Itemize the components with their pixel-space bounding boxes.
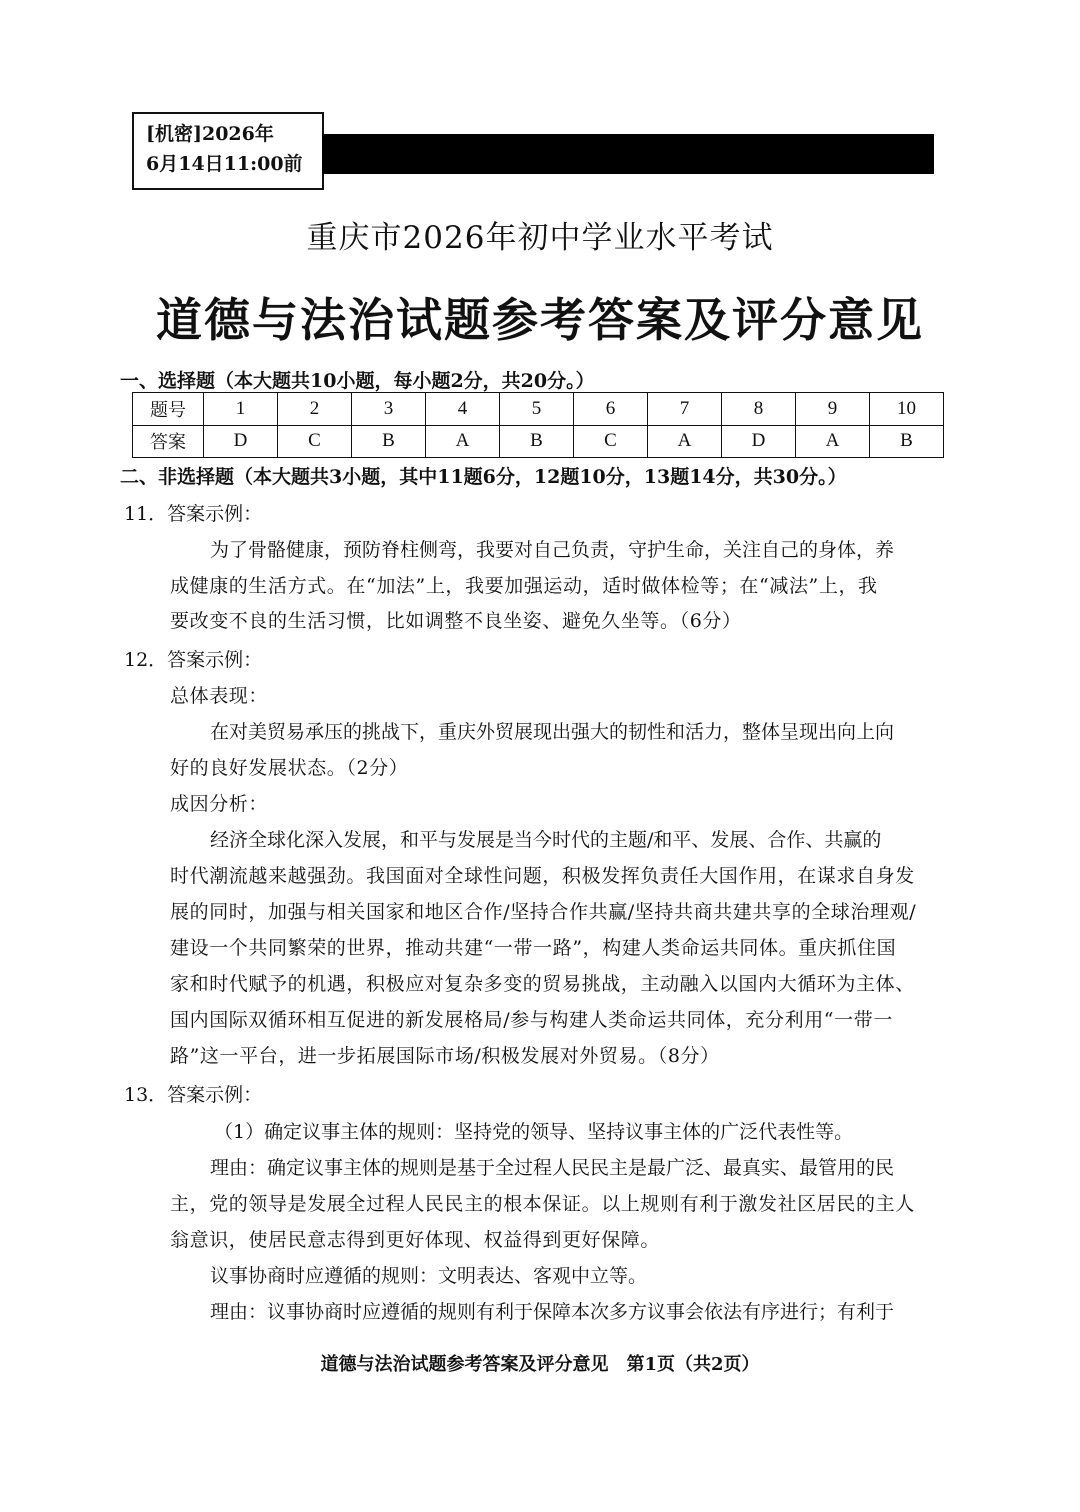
table-cell: 5 <box>500 393 574 426</box>
q13-reason1-line: 主，党的领导是发展全过程人民民主的根本保证。以上规则有利于激发社区居民的主人 <box>170 1193 915 1215</box>
q11-line: 为了骨骼健康，预防脊柱侧弯，我要对自己负责，守护生命，关注自己的身体，养 <box>210 539 895 561</box>
table-label-number: 题号 <box>133 393 204 426</box>
table-cell: 3 <box>352 393 426 426</box>
table-cell: 2 <box>278 393 352 426</box>
table-cell: D <box>722 425 796 458</box>
table-cell: 8 <box>722 393 796 426</box>
q12-cause-line: 展的同时，加强与相关国家和地区合作/坚持合作共赢/坚持共商共建共享的全球治理观/ <box>170 901 917 923</box>
q12-cause-line: 家和时代赋予的机遇，积极应对复杂多变的贸易挑战，主动融入以国内大循环为主体、 <box>170 973 915 995</box>
q13-label: 13．答案示例： <box>124 1084 263 1106</box>
table-row-answers <box>133 425 944 458</box>
q13-reason1-line: 翁意识，使居民意志得到更好体现、权益得到更好保障。 <box>170 1229 661 1251</box>
table-cell: 10 <box>870 393 944 426</box>
table-cell: D <box>204 425 278 458</box>
table-cell: 9 <box>796 393 870 426</box>
table-cell: C <box>278 425 352 458</box>
confidential-stamp <box>132 112 324 190</box>
q12-label: 12．答案示例： <box>124 649 263 671</box>
section2-heading: 二、非选择题（本大题共3小题，其中11题6分，12题10分，13题14分，共30分。） <box>120 466 847 488</box>
q13-reason1-line: 理由：确定议事主体的规则是基于全过程人民民主是最广泛、最真实、最管用的民 <box>210 1157 895 1179</box>
q12-cause-line: 国内国际双循环相互促进的新发展格局/参与构建人类命运共同体，充分利用“一带一 <box>170 1009 893 1031</box>
table-cell: B <box>352 425 426 458</box>
exam-title: 重庆市2026年初中学业水平考试 <box>306 220 774 256</box>
q12-cause-line: 建设一个共同繁荣的世界，推动共建“一带一路”，构建人类命运共同体。重庆抓住国 <box>170 937 897 959</box>
q12-cause-label: 成因分析： <box>170 793 269 815</box>
table-cell: 7 <box>648 393 722 426</box>
section1-heading: 一、选择题（本大题共10小题，每小题2分，共20分。） <box>120 370 595 392</box>
confidential-line-2: 6月14日11:00前 <box>146 153 303 175</box>
q12-overall-line: 在对美贸易承压的挑战下，重庆外贸展现出强大的韧性和活力，整体呈现出向上向 <box>210 721 895 743</box>
q11-line: 成健康的生活方式。在“加法”上，我要加强运动，适时做体检等；在“减法”上，我 <box>170 575 878 597</box>
answer-table <box>132 392 944 458</box>
table-row-numbers <box>133 393 944 426</box>
table-cell: A <box>796 425 870 458</box>
q12-overall-label: 总体表现： <box>170 685 269 707</box>
confidential-line-1: [机密]2026年 <box>146 123 274 145</box>
table-cell: B <box>870 425 944 458</box>
table-cell: C <box>574 425 648 458</box>
q12-cause-line: 路”这一平台，进一步拓展国际市场/积极发展对外贸易。（8分） <box>170 1045 720 1067</box>
q11-line: 要改变不良的生活习惯，比如调整不良坐姿、避免久坐等。（6分） <box>170 610 742 632</box>
q13-rule2: 议事协商时应遵循的规则：文明表达、客观中立等。 <box>210 1265 648 1287</box>
page-footer: 道德与法治试题参考答案及评分意见 第1页（共2页） <box>320 1354 760 1375</box>
redaction-bar <box>322 134 934 174</box>
table-cell: 4 <box>426 393 500 426</box>
q13-part1: （1）确定议事主体的规则：坚持党的领导、坚持议事主体的广泛代表性等。 <box>214 1121 854 1143</box>
q13-reason2-line: 理由：议事协商时应遵循的规则有利于保障本次多方议事会依法有序进行；有利于 <box>210 1301 895 1323</box>
table-cell: A <box>648 425 722 458</box>
q12-cause-line: 时代潮流越来越强劲。我国面对全球性问题，积极发挥负责任大国作用，在谋求自身发 <box>170 865 915 887</box>
q12-overall-line: 好的良好发展状态。（2分） <box>170 757 409 779</box>
table-cell: 6 <box>574 393 648 426</box>
table-label-answer: 答案 <box>133 425 204 458</box>
document-title: 道德与法治试题参考答案及评分意见 <box>156 293 924 347</box>
q11-label: 11．答案示例： <box>124 503 263 525</box>
q12-cause-line: 经济全球化深入发展，和平与发展是当今时代的主题/和平、发展、合作、共赢的 <box>210 829 882 851</box>
table-cell: A <box>426 425 500 458</box>
table-cell: 1 <box>204 393 278 426</box>
table-cell: B <box>500 425 574 458</box>
